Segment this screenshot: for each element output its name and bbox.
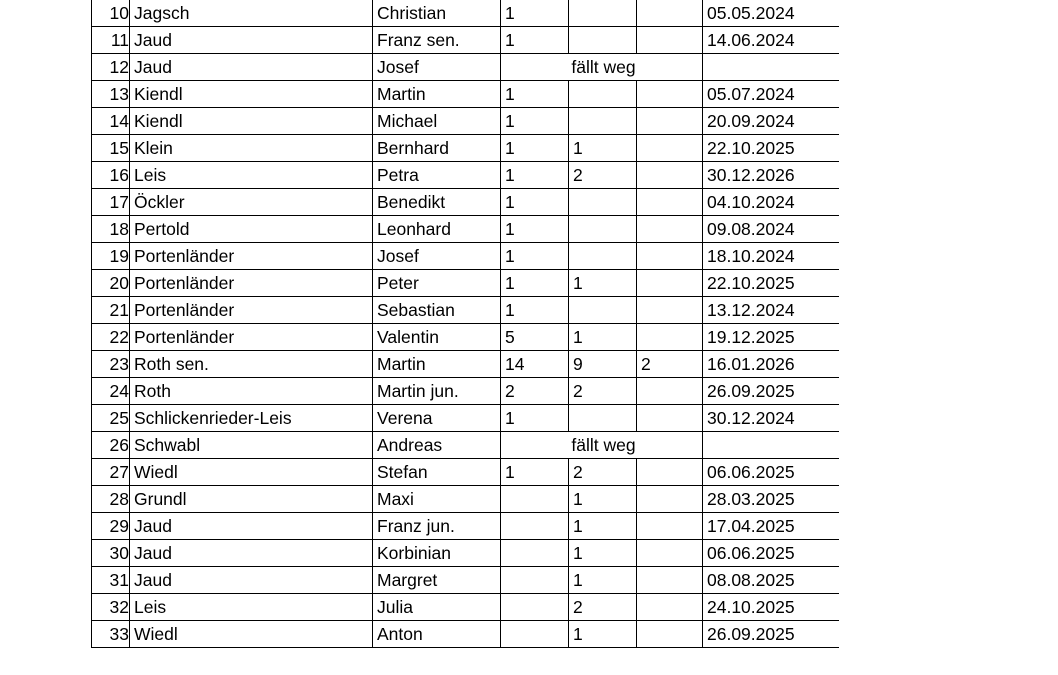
cell-row-number[interactable]: 20 bbox=[92, 270, 130, 297]
table-row[interactable] bbox=[92, 270, 840, 297]
cell-value-2[interactable]: 1 bbox=[569, 324, 637, 351]
cell-first-name[interactable]: Franz sen. bbox=[373, 27, 501, 54]
cell-value-2[interactable]: 2 bbox=[569, 459, 637, 486]
cell-value-1[interactable]: 1 bbox=[501, 135, 569, 162]
table-row[interactable] bbox=[92, 297, 840, 324]
cell-value-1[interactable] bbox=[501, 486, 569, 513]
cell-row-number[interactable]: 33 bbox=[92, 621, 130, 648]
cell-first-name[interactable]: Valentin bbox=[373, 324, 501, 351]
cell-date[interactable]: 28.03.2025 bbox=[703, 486, 840, 513]
table-row[interactable] bbox=[92, 486, 840, 513]
cell-date[interactable]: 13.12.2024 bbox=[703, 297, 840, 324]
cell-date[interactable]: 06.06.2025 bbox=[703, 540, 840, 567]
cell-first-name[interactable]: Christian bbox=[373, 0, 501, 27]
cell-last-name[interactable]: Roth bbox=[130, 378, 373, 405]
cell-value-3[interactable] bbox=[637, 567, 703, 594]
cell-row-number[interactable]: 24 bbox=[92, 378, 130, 405]
cell-last-name[interactable]: Jaud bbox=[130, 513, 373, 540]
cell-first-name[interactable]: Julia bbox=[373, 594, 501, 621]
cell-value-3[interactable] bbox=[637, 216, 703, 243]
cell-last-name[interactable]: Leis bbox=[130, 162, 373, 189]
cell-row-number[interactable]: 14 bbox=[92, 108, 130, 135]
cell-last-name[interactable]: Roth sen. bbox=[130, 351, 373, 378]
cell-date[interactable]: 30.12.2024 bbox=[703, 405, 840, 432]
cell-value-2[interactable] bbox=[569, 0, 637, 27]
cell-status-note[interactable]: fällt weg bbox=[501, 54, 703, 81]
roster-table-body bbox=[92, 0, 840, 648]
cell-value-3[interactable] bbox=[637, 27, 703, 54]
cell-row-number[interactable]: 19 bbox=[92, 243, 130, 270]
cell-value-2[interactable]: 1 bbox=[569, 486, 637, 513]
cell-value-2[interactable] bbox=[569, 108, 637, 135]
cell-row-number[interactable]: 30 bbox=[92, 540, 130, 567]
cell-date[interactable]: 19.12.2025 bbox=[703, 324, 840, 351]
cell-first-name[interactable]: Sebastian bbox=[373, 297, 501, 324]
cell-row-number[interactable]: 16 bbox=[92, 162, 130, 189]
table-row[interactable] bbox=[92, 540, 840, 567]
cell-first-name[interactable]: Petra bbox=[373, 162, 501, 189]
table-row[interactable] bbox=[92, 459, 840, 486]
cell-last-name[interactable]: Schwabl bbox=[130, 432, 373, 459]
cell-first-name[interactable]: Benedikt bbox=[373, 189, 501, 216]
cell-value-1[interactable]: 1 bbox=[501, 0, 569, 27]
cell-date[interactable] bbox=[703, 54, 840, 81]
table-row[interactable] bbox=[92, 108, 840, 135]
table-row[interactable] bbox=[92, 378, 840, 405]
cell-value-2[interactable]: 1 bbox=[569, 270, 637, 297]
cell-value-3[interactable] bbox=[637, 513, 703, 540]
cell-value-3[interactable] bbox=[637, 270, 703, 297]
table-row[interactable] bbox=[92, 324, 840, 351]
cell-value-3[interactable] bbox=[637, 621, 703, 648]
table-row[interactable] bbox=[92, 189, 840, 216]
cell-last-name[interactable]: Leis bbox=[130, 594, 373, 621]
cell-value-3[interactable] bbox=[637, 405, 703, 432]
cell-value-2[interactable]: 1 bbox=[569, 135, 637, 162]
cell-value-3[interactable] bbox=[637, 594, 703, 621]
cell-date[interactable]: 26.09.2025 bbox=[703, 378, 840, 405]
cell-value-1[interactable] bbox=[501, 621, 569, 648]
cell-value-1[interactable]: 1 bbox=[501, 81, 569, 108]
cell-first-name[interactable]: Peter bbox=[373, 270, 501, 297]
cell-first-name[interactable]: Margret bbox=[373, 567, 501, 594]
cell-first-name[interactable]: Martin bbox=[373, 81, 501, 108]
cell-last-name[interactable]: Jaud bbox=[130, 54, 373, 81]
cell-last-name[interactable]: Schlickenrieder-Leis bbox=[130, 405, 373, 432]
table-row[interactable] bbox=[92, 513, 840, 540]
cell-row-number[interactable]: 32 bbox=[92, 594, 130, 621]
table-row[interactable] bbox=[92, 0, 840, 27]
cell-value-2[interactable] bbox=[569, 27, 637, 54]
cell-first-name[interactable]: Andreas bbox=[373, 432, 501, 459]
cell-date[interactable]: 20.09.2024 bbox=[703, 108, 840, 135]
cell-value-1[interactable]: 1 bbox=[501, 27, 569, 54]
cell-row-number[interactable]: 10 bbox=[92, 0, 130, 27]
cell-value-2[interactable]: 1 bbox=[569, 621, 637, 648]
cell-first-name[interactable]: Verena bbox=[373, 405, 501, 432]
table-row[interactable] bbox=[92, 27, 840, 54]
cell-row-number[interactable]: 25 bbox=[92, 405, 130, 432]
roster-table bbox=[91, 0, 839, 648]
cell-last-name[interactable]: Öckler bbox=[130, 189, 373, 216]
cell-value-2[interactable] bbox=[569, 189, 637, 216]
cell-date[interactable]: 18.10.2024 bbox=[703, 243, 840, 270]
cell-value-3[interactable] bbox=[637, 189, 703, 216]
cell-value-1[interactable] bbox=[501, 513, 569, 540]
cell-value-2[interactable]: 9 bbox=[569, 351, 637, 378]
cell-date[interactable]: 14.06.2024 bbox=[703, 27, 840, 54]
cell-date[interactable]: 17.04.2025 bbox=[703, 513, 840, 540]
cell-first-name[interactable]: Stefan bbox=[373, 459, 501, 486]
table-row[interactable] bbox=[92, 594, 840, 621]
table-row[interactable] bbox=[92, 405, 840, 432]
cell-value-3[interactable] bbox=[637, 459, 703, 486]
cell-value-2[interactable]: 1 bbox=[569, 567, 637, 594]
cell-date[interactable]: 09.08.2024 bbox=[703, 216, 840, 243]
cell-last-name[interactable]: Jagsch bbox=[130, 0, 373, 27]
cell-value-2[interactable] bbox=[569, 216, 637, 243]
cell-row-number[interactable]: 11 bbox=[92, 27, 130, 54]
cell-value-3[interactable] bbox=[637, 297, 703, 324]
table-viewport bbox=[91, 0, 839, 675]
cell-value-3[interactable] bbox=[637, 243, 703, 270]
table-row[interactable] bbox=[92, 135, 840, 162]
table-row[interactable] bbox=[92, 243, 840, 270]
table-row[interactable] bbox=[92, 432, 840, 459]
cell-value-1[interactable]: 1 bbox=[501, 189, 569, 216]
cell-value-1[interactable] bbox=[501, 567, 569, 594]
cell-value-3[interactable]: 2 bbox=[637, 351, 703, 378]
cell-row-number[interactable]: 31 bbox=[92, 567, 130, 594]
table-row[interactable] bbox=[92, 216, 840, 243]
table-row[interactable] bbox=[92, 54, 840, 81]
cell-value-3[interactable] bbox=[637, 162, 703, 189]
cell-value-3[interactable] bbox=[637, 108, 703, 135]
cell-date[interactable]: 05.07.2024 bbox=[703, 81, 840, 108]
cell-first-name[interactable]: Franz jun. bbox=[373, 513, 501, 540]
cell-last-name[interactable]: Kiendl bbox=[130, 108, 373, 135]
cell-value-2[interactable]: 1 bbox=[569, 513, 637, 540]
cell-value-2[interactable]: 2 bbox=[569, 378, 637, 405]
cell-date[interactable]: 05.05.2024 bbox=[703, 0, 840, 27]
cell-row-number[interactable]: 23 bbox=[92, 351, 130, 378]
cell-row-number[interactable]: 17 bbox=[92, 189, 130, 216]
cell-value-2[interactable]: 2 bbox=[569, 162, 637, 189]
cell-value-3[interactable] bbox=[637, 135, 703, 162]
cell-last-name[interactable]: Jaud bbox=[130, 567, 373, 594]
cell-value-3[interactable] bbox=[637, 486, 703, 513]
cell-first-name[interactable]: Maxi bbox=[373, 486, 501, 513]
cell-last-name[interactable]: Portenländer bbox=[130, 324, 373, 351]
cell-value-2[interactable]: 2 bbox=[569, 594, 637, 621]
table-row[interactable] bbox=[92, 351, 840, 378]
cell-date[interactable] bbox=[703, 432, 840, 459]
cell-value-3[interactable] bbox=[637, 0, 703, 27]
cell-row-number[interactable]: 26 bbox=[92, 432, 130, 459]
cell-last-name[interactable]: Kiendl bbox=[130, 81, 373, 108]
cell-value-2[interactable] bbox=[569, 243, 637, 270]
cell-first-name[interactable]: Martin bbox=[373, 351, 501, 378]
table-row[interactable] bbox=[92, 567, 840, 594]
cell-first-name[interactable]: Bernhard bbox=[373, 135, 501, 162]
cell-row-number[interactable]: 12 bbox=[92, 54, 130, 81]
cell-value-1[interactable] bbox=[501, 540, 569, 567]
cell-date[interactable]: 16.01.2026 bbox=[703, 351, 840, 378]
cell-value-1[interactable]: 1 bbox=[501, 162, 569, 189]
cell-value-3[interactable] bbox=[637, 81, 703, 108]
cell-value-1[interactable]: 1 bbox=[501, 108, 569, 135]
cell-row-number[interactable]: 28 bbox=[92, 486, 130, 513]
cell-first-name[interactable]: Michael bbox=[373, 108, 501, 135]
cell-value-3[interactable] bbox=[637, 540, 703, 567]
cell-value-3[interactable] bbox=[637, 378, 703, 405]
cell-date[interactable]: 26.09.2025 bbox=[703, 621, 840, 648]
table-row[interactable] bbox=[92, 162, 840, 189]
cell-first-name[interactable]: Leonhard bbox=[373, 216, 501, 243]
cell-date[interactable]: 08.08.2025 bbox=[703, 567, 840, 594]
cell-row-number[interactable]: 21 bbox=[92, 297, 130, 324]
cell-last-name[interactable]: Klein bbox=[130, 135, 373, 162]
table-row[interactable] bbox=[92, 621, 840, 648]
cell-value-1[interactable]: 1 bbox=[501, 243, 569, 270]
cell-value-3[interactable] bbox=[637, 324, 703, 351]
cell-row-number[interactable]: 18 bbox=[92, 216, 130, 243]
cell-value-1[interactable] bbox=[501, 594, 569, 621]
cell-row-number[interactable]: 27 bbox=[92, 459, 130, 486]
cell-value-1[interactable]: 1 bbox=[501, 405, 569, 432]
cell-last-name[interactable]: Grundl bbox=[130, 486, 373, 513]
cell-value-1[interactable]: 1 bbox=[501, 297, 569, 324]
cell-status-note[interactable]: fällt weg bbox=[501, 432, 703, 459]
cell-date[interactable]: 30.12.2026 bbox=[703, 162, 840, 189]
cell-first-name[interactable]: Anton bbox=[373, 621, 501, 648]
cell-last-name[interactable]: Jaud bbox=[130, 27, 373, 54]
cell-value-2[interactable]: 1 bbox=[569, 540, 637, 567]
cell-last-name[interactable]: Portenländer bbox=[130, 243, 373, 270]
table-row[interactable] bbox=[92, 81, 840, 108]
cell-row-number[interactable]: 22 bbox=[92, 324, 130, 351]
cell-row-number[interactable]: 13 bbox=[92, 81, 130, 108]
cell-value-1[interactable]: 14 bbox=[501, 351, 569, 378]
cell-last-name[interactable]: Jaud bbox=[130, 540, 373, 567]
cell-last-name[interactable]: Wiedl bbox=[130, 459, 373, 486]
cell-value-1[interactable]: 1 bbox=[501, 459, 569, 486]
cell-value-1[interactable]: 2 bbox=[501, 378, 569, 405]
cell-last-name[interactable]: Wiedl bbox=[130, 621, 373, 648]
cell-value-2[interactable] bbox=[569, 297, 637, 324]
cell-last-name[interactable]: Pertold bbox=[130, 216, 373, 243]
cell-last-name[interactable]: Portenländer bbox=[130, 270, 373, 297]
cell-first-name[interactable]: Korbinian bbox=[373, 540, 501, 567]
cell-date[interactable]: 22.10.2025 bbox=[703, 270, 840, 297]
cell-row-number[interactable]: 15 bbox=[92, 135, 130, 162]
cell-value-1[interactable]: 5 bbox=[501, 324, 569, 351]
cell-value-2[interactable] bbox=[569, 81, 637, 108]
cell-value-2[interactable] bbox=[569, 405, 637, 432]
cell-last-name[interactable]: Portenländer bbox=[130, 297, 373, 324]
cell-first-name[interactable]: Martin jun. bbox=[373, 378, 501, 405]
cell-first-name[interactable]: Josef bbox=[373, 243, 501, 270]
cell-value-1[interactable]: 1 bbox=[501, 216, 569, 243]
cell-row-number[interactable]: 29 bbox=[92, 513, 130, 540]
cell-date[interactable]: 24.10.2025 bbox=[703, 594, 840, 621]
cell-first-name[interactable]: Josef bbox=[373, 54, 501, 81]
cell-date[interactable]: 22.10.2025 bbox=[703, 135, 840, 162]
cell-date[interactable]: 06.06.2025 bbox=[703, 459, 840, 486]
cell-date[interactable]: 04.10.2024 bbox=[703, 189, 840, 216]
cell-value-1[interactable]: 1 bbox=[501, 270, 569, 297]
